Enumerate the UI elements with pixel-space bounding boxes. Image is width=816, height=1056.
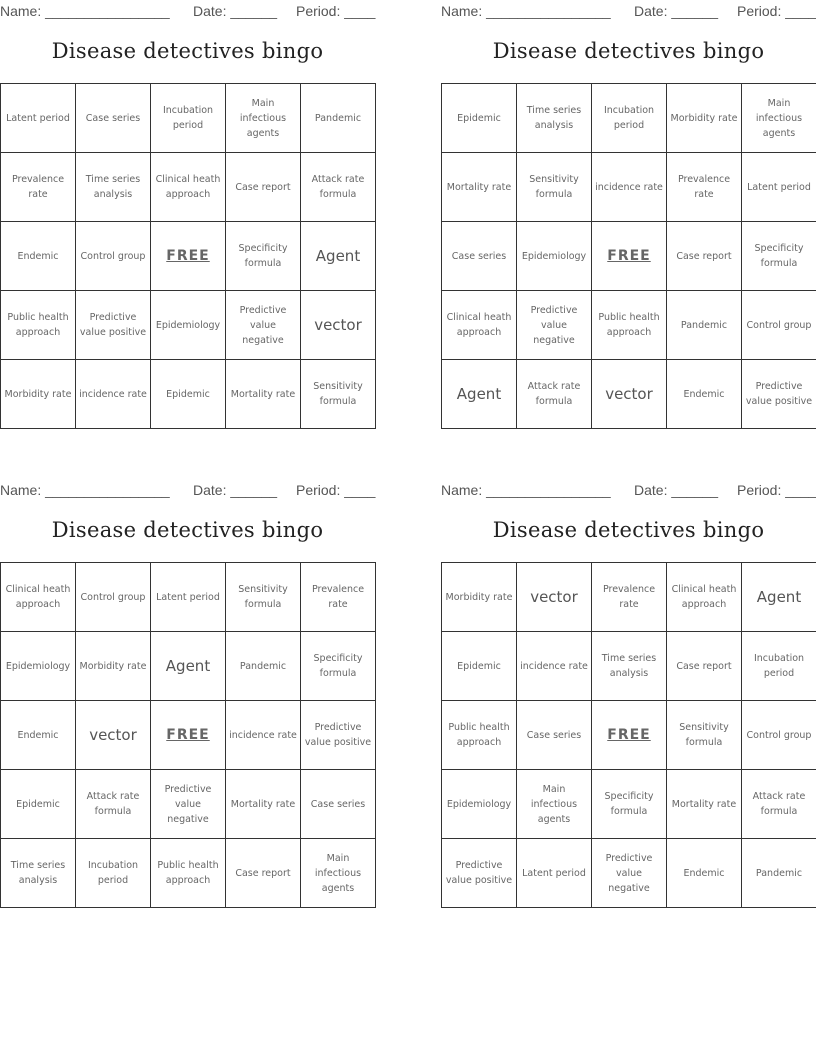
bingo-cell[interactable]: Pandemic xyxy=(667,291,742,360)
bingo-cell[interactable]: Sensitivity formula xyxy=(226,563,301,632)
bingo-cell[interactable]: vector xyxy=(517,563,592,632)
bingo-cell[interactable]: Case report xyxy=(226,153,301,222)
bingo-cell[interactable]: Time series analysis xyxy=(76,153,151,222)
bingo-cell[interactable]: Mortality rate xyxy=(667,770,742,839)
bingo-cell[interactable]: Clinical heath approach xyxy=(1,563,76,632)
bingo-cell[interactable]: incidence rate xyxy=(226,701,301,770)
name-field[interactable]: Name: ________________ xyxy=(0,3,170,19)
bingo-row xyxy=(442,839,816,908)
student-header xyxy=(441,3,816,19)
bingo-grid xyxy=(441,83,816,429)
bingo-row xyxy=(442,153,816,222)
bingo-cell[interactable]: Case report xyxy=(667,222,742,291)
student-header xyxy=(0,482,380,498)
bingo-row xyxy=(1,360,376,429)
bingo-cell[interactable]: Main infectious agents xyxy=(517,770,592,839)
bingo-cell[interactable]: Prevalence rate xyxy=(1,153,76,222)
bingo-cell[interactable]: Case series xyxy=(442,222,517,291)
bingo-cell[interactable]: incidence rate xyxy=(76,360,151,429)
bingo-cell[interactable]: Control group xyxy=(76,563,151,632)
bingo-cell[interactable]: Pandemic xyxy=(301,84,376,153)
bingo-cell[interactable]: Public health approach xyxy=(592,291,667,360)
bingo-cell[interactable]: Public health approach xyxy=(442,701,517,770)
bingo-cell[interactable]: Specificity formula xyxy=(742,222,816,291)
date-field[interactable]: Date: ______ xyxy=(634,482,719,498)
bingo-cell[interactable]: Predictive value positive xyxy=(76,291,151,360)
card-title: Disease detectives bingo xyxy=(492,39,765,63)
student-header xyxy=(0,3,380,19)
bingo-cell[interactable]: Agent xyxy=(742,563,816,632)
bingo-cell[interactable]: Sensitivity formula xyxy=(517,153,592,222)
bingo-cell[interactable]: Prevalence rate xyxy=(301,563,376,632)
bingo-cell[interactable]: Incubation period xyxy=(151,84,226,153)
bingo-cell[interactable]: Case report xyxy=(667,632,742,701)
bingo-cell[interactable]: Clinical heath approach xyxy=(667,563,742,632)
period-field[interactable]: Period: ____ xyxy=(737,482,816,498)
bingo-cell[interactable]: Control group xyxy=(76,222,151,291)
bingo-cell[interactable]: Time series analysis xyxy=(592,632,667,701)
period-field[interactable]: Period: ____ xyxy=(296,482,376,498)
bingo-cell[interactable]: Specificity formula xyxy=(592,770,667,839)
bingo-grid xyxy=(441,562,816,908)
bingo-cell[interactable]: Predictive value positive xyxy=(301,701,376,770)
bingo-row xyxy=(1,291,376,360)
bingo-cell[interactable]: Epidemiology xyxy=(517,222,592,291)
bingo-cell[interactable]: Endemic xyxy=(1,222,76,291)
bingo-cell[interactable]: Agent xyxy=(301,222,376,291)
bingo-cell[interactable]: Incubation period xyxy=(76,839,151,908)
bingo-cell[interactable]: Prevalence rate xyxy=(667,153,742,222)
bingo-cell[interactable]: incidence rate xyxy=(592,153,667,222)
bingo-cell[interactable]: Predictive value negative xyxy=(226,291,301,360)
period-field[interactable]: Period: ____ xyxy=(737,3,816,19)
bingo-cell[interactable]: Incubation period xyxy=(592,84,667,153)
bingo-cell[interactable]: Attack rate formula xyxy=(301,153,376,222)
bingo-row xyxy=(442,563,816,632)
bingo-row xyxy=(1,222,376,291)
bingo-cell[interactable]: Latent period xyxy=(1,84,76,153)
bingo-cell[interactable]: Epidemiology xyxy=(442,770,517,839)
bingo-cell[interactable]: Mortality rate xyxy=(226,770,301,839)
bingo-row xyxy=(442,360,816,429)
name-field[interactable]: Name: ________________ xyxy=(441,482,611,498)
bingo-cell[interactable]: Main infectious agents xyxy=(226,84,301,153)
bingo-row xyxy=(1,153,376,222)
bingo-cell[interactable]: Predictive value positive xyxy=(742,360,816,429)
bingo-cell[interactable]: Predictive value positive xyxy=(442,839,517,908)
card-title: Disease detectives bingo xyxy=(492,518,765,542)
bingo-cell[interactable]: Predictive value negative xyxy=(517,291,592,360)
card-title: Disease detectives bingo xyxy=(51,518,324,542)
bingo-row xyxy=(1,632,376,701)
free-space[interactable]: FREE xyxy=(151,701,226,770)
bingo-cell[interactable]: Prevalence rate xyxy=(592,563,667,632)
bingo-cell[interactable]: vector xyxy=(592,360,667,429)
bingo-row xyxy=(1,701,376,770)
bingo-cell[interactable]: Specificity formula xyxy=(301,632,376,701)
bingo-cell[interactable]: Main infectious agents xyxy=(742,84,816,153)
bingo-row xyxy=(1,839,376,908)
bingo-row xyxy=(442,701,816,770)
bingo-cell[interactable]: Mortality rate xyxy=(442,153,517,222)
bingo-grid xyxy=(0,562,376,908)
bingo-row xyxy=(442,770,816,839)
bingo-cell[interactable]: Case series xyxy=(517,701,592,770)
bingo-cell[interactable]: Epidemic xyxy=(442,632,517,701)
bingo-cell[interactable]: incidence rate xyxy=(517,632,592,701)
bingo-cell[interactable]: Mortality rate xyxy=(226,360,301,429)
bingo-cell[interactable]: Morbidity rate xyxy=(76,632,151,701)
bingo-cell[interactable]: Predictive value negative xyxy=(151,770,226,839)
bingo-cell[interactable]: Time series analysis xyxy=(517,84,592,153)
bingo-cell[interactable]: Pandemic xyxy=(226,632,301,701)
bingo-row xyxy=(1,770,376,839)
bingo-cell[interactable]: vector xyxy=(76,701,151,770)
bingo-cell[interactable]: Control group xyxy=(742,701,816,770)
name-field[interactable]: Name: ________________ xyxy=(0,482,170,498)
bingo-cell[interactable]: Sensitivity formula xyxy=(667,701,742,770)
free-space[interactable]: FREE xyxy=(151,222,226,291)
bingo-cell[interactable]: Endemic xyxy=(667,839,742,908)
bingo-cell[interactable]: Incubation period xyxy=(742,632,816,701)
date-field[interactable]: Date: ______ xyxy=(193,482,278,498)
period-field[interactable]: Period: ____ xyxy=(296,3,376,19)
bingo-cell[interactable]: Pandemic xyxy=(742,839,816,908)
bingo-cell[interactable]: Clinical heath approach xyxy=(442,291,517,360)
bingo-cell[interactable]: Case series xyxy=(76,84,151,153)
bingo-cell[interactable]: Case series xyxy=(301,770,376,839)
bingo-cell[interactable]: Case report xyxy=(226,839,301,908)
date-field[interactable]: Date: ______ xyxy=(193,3,278,19)
free-space[interactable]: FREE xyxy=(592,222,667,291)
bingo-row xyxy=(442,84,816,153)
bingo-cell[interactable]: Main infectious agents xyxy=(301,839,376,908)
bingo-cell[interactable]: Attack rate formula xyxy=(742,770,816,839)
bingo-cell[interactable]: Latent period xyxy=(151,563,226,632)
bingo-cell[interactable]: Endemic xyxy=(667,360,742,429)
bingo-cell[interactable]: Latent period xyxy=(742,153,816,222)
bingo-cell[interactable]: Clinical heath approach xyxy=(151,153,226,222)
name-field[interactable]: Name: ________________ xyxy=(441,3,611,19)
bingo-cell[interactable]: Morbidity rate xyxy=(1,360,76,429)
bingo-cell[interactable]: vector xyxy=(301,291,376,360)
bingo-cell[interactable]: Morbidity rate xyxy=(667,84,742,153)
bingo-cell[interactable]: Epidemic xyxy=(442,84,517,153)
bingo-cell[interactable]: Agent xyxy=(151,632,226,701)
bingo-cell[interactable]: Epidemic xyxy=(151,360,226,429)
date-field[interactable]: Date: ______ xyxy=(634,3,719,19)
student-header xyxy=(441,482,816,498)
bingo-cell[interactable]: Epidemic xyxy=(1,770,76,839)
card-title: Disease detectives bingo xyxy=(51,39,324,63)
bingo-grid xyxy=(0,83,376,429)
bingo-cell[interactable]: Epidemiology xyxy=(1,632,76,701)
bingo-row xyxy=(442,632,816,701)
bingo-cell[interactable]: Public health approach xyxy=(151,839,226,908)
bingo-cell[interactable]: Time series analysis xyxy=(1,839,76,908)
bingo-row xyxy=(1,563,376,632)
bingo-cell[interactable]: Endemic xyxy=(1,701,76,770)
bingo-cell[interactable]: Latent period xyxy=(517,839,592,908)
bingo-row xyxy=(442,291,816,360)
bingo-cell[interactable]: Attack rate formula xyxy=(517,360,592,429)
bingo-cell[interactable]: Control group xyxy=(742,291,816,360)
bingo-cell[interactable]: Predictive value negative xyxy=(592,839,667,908)
free-space[interactable]: FREE xyxy=(592,701,667,770)
bingo-row xyxy=(1,84,376,153)
bingo-cell[interactable]: Agent xyxy=(442,360,517,429)
bingo-cell[interactable]: Morbidity rate xyxy=(442,563,517,632)
bingo-row xyxy=(442,222,816,291)
bingo-cell[interactable]: Specificity formula xyxy=(226,222,301,291)
bingo-cell[interactable]: Attack rate formula xyxy=(76,770,151,839)
bingo-cell[interactable]: Epidemiology xyxy=(151,291,226,360)
bingo-cell[interactable]: Sensitivity formula xyxy=(301,360,376,429)
bingo-cell[interactable]: Public health approach xyxy=(1,291,76,360)
